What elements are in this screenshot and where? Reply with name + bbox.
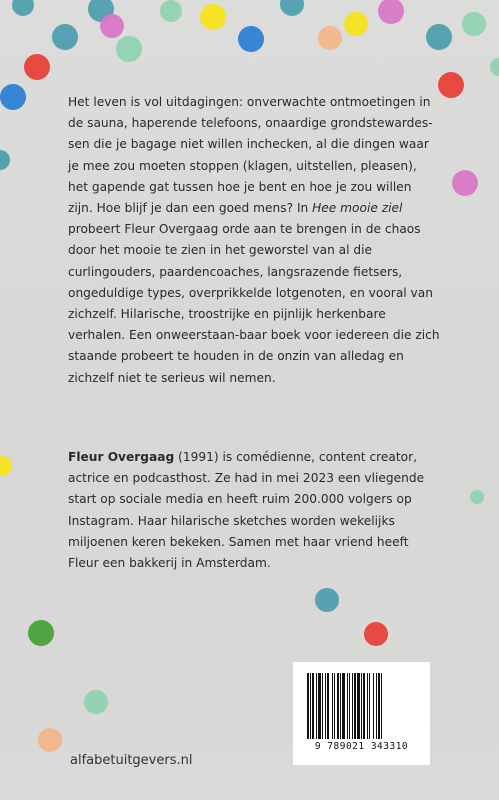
confetti-dot [452,170,478,196]
barcode-bar [373,673,374,739]
confetti-dot [0,84,26,110]
confetti-dot [38,728,62,752]
barcode-bar [369,673,370,739]
barcode-bar [316,673,317,739]
barcode-bar [363,673,365,739]
blurb-text [68,92,440,389]
blurb-part-2: probeert Fleur Overgaag orde aan te brengen in de chaos door het mooie te zien in het geworstel van al die curlingouders, paardencoaches, langsrazende fietsers, ongeduldige types, overprikkelde lotgenoten, en vooral van zichzelf. Hilarische, troostrijke en pijnlijk herkenbare verhalen. Een onweerstaan-baar boek voor iedereen die zich staande probeert te houden in de onzin van alledag en zichzelf niet te serieus wil nemen. [68,222,440,385]
confetti-dot [100,14,124,38]
barcode-bar [334,673,335,739]
confetti-dot [490,58,499,76]
barcode-bar [347,673,348,739]
barcode-bar [327,673,329,739]
confetti-dot [160,0,182,22]
confetti-dot [52,24,78,50]
barcode [293,662,430,765]
barcode-bar [361,673,362,739]
author-bio-text: (1991) is comédienne, content creator, actrice en podcasthost. Ze had in mei 2023 een vliegende start op sociale media en heeft ruim 200.000 volgers op Instagram. Haar hilarische sketches worden wekelijks miljoenen keren bekeken. Samen met haar vriend heeft Fleur een bakkerij in Amsterdam. [68,450,425,571]
barcode-bar [357,673,360,739]
barcode-bar [318,673,321,739]
barcode-bar [349,673,350,739]
barcode-bar [367,673,368,739]
barcode-bar [340,673,341,739]
confetti-dot [0,150,10,170]
barcode-bar [312,673,314,739]
barcode-bar [376,673,377,739]
confetti-dot [318,26,342,50]
author-bio [68,447,440,574]
confetti-dot [426,24,452,50]
barcode-bar [381,673,382,739]
barcode-bar [310,673,311,739]
confetti-dot [344,12,368,36]
confetti-dot [378,0,404,24]
confetti-dot [0,456,12,476]
blurb-part-1: Het leven is vol uitdagingen: onverwachte ontmoetingen in de sauna, haperende telefoons, onaardige grondstewardes-sen die je bagage niet willen inchecken, al die dingen waar je mee zou moeten stoppen (klagen, uitstellen, pleasen), het gapende gat tussen hoe je bent en hoe je zou willen zijn. Hoe blijf je dan een goed mens? In [68,95,433,216]
confetti-dot [200,4,226,30]
isbn-number: 9 789021 343310 [314,741,409,752]
book-title: Hee mooie ziel [312,201,403,216]
barcode-bars [307,673,416,739]
confetti-dot [24,54,50,80]
barcode-bar [378,673,380,739]
barcode-bar [307,673,309,739]
barcode-bar [337,673,339,739]
barcode-bar [332,673,333,739]
confetti-dot [470,490,484,504]
confetti-dot [315,588,339,612]
confetti-dot [462,12,486,36]
confetti-dot [116,36,142,62]
author-name: Fleur Overgaag [68,450,175,464]
barcode-bar [354,673,356,739]
confetti-dot [28,620,54,646]
barcode-bar [342,673,345,739]
confetti-dot [84,690,108,714]
confetti-dot [438,72,464,98]
confetti-dot [12,0,34,16]
barcode-bar [352,673,353,739]
barcode-bar [325,673,326,739]
barcode-bar [322,673,323,739]
confetti-dot [280,0,304,16]
publisher-url: alfabetuitgevers.nl [70,753,193,768]
confetti-dot [364,622,388,646]
confetti-dot [238,26,264,52]
